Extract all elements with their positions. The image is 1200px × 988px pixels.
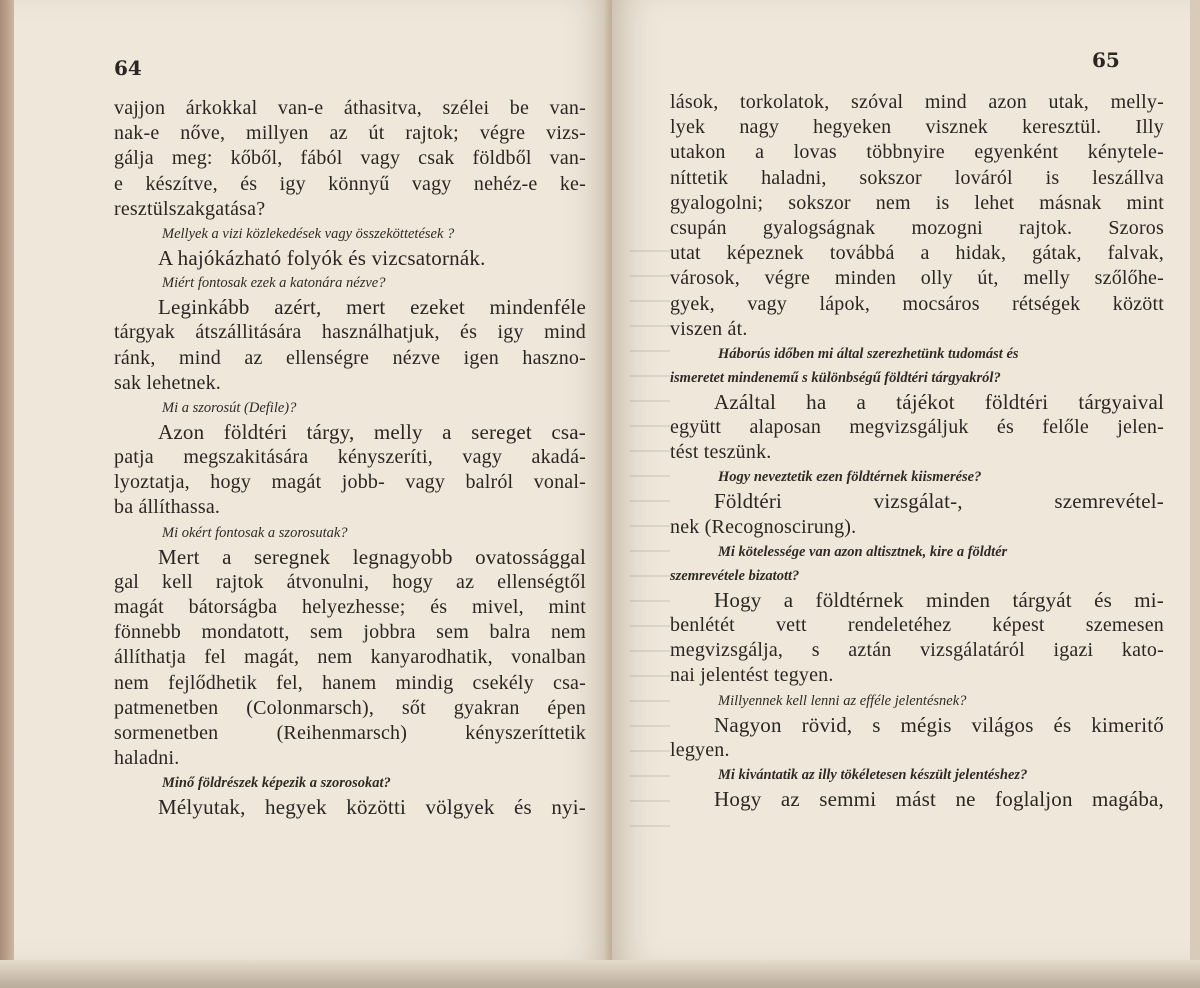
right-page-text [670, 90, 1164, 812]
text-line: ba állíthassa. [114, 496, 221, 519]
text-line: tést teszünk. [670, 441, 772, 464]
text-line: gyek, vagy lápok, mocsáros rétségek között [670, 292, 1164, 315]
text-line: városok, végre minden olly út, melly szőlőhe- [670, 267, 1164, 290]
text-line: sak lehetnek. [114, 371, 222, 394]
text-line: e készítve, és igy könnyű vagy nehéz-e ke- [114, 172, 586, 195]
text-line: csupán gyalogságnak mozogni rajtok. Szoros [670, 216, 1164, 239]
text-line: patja megszakitására kényszeríti, vagy akadá- [114, 446, 586, 469]
question-line: Háborús időben mi által szerezhetünk tudomást és [718, 345, 1019, 362]
answer-line: A hajókázható folyók és vizcsatornák. [158, 245, 486, 270]
answer-line: Mert a seregnek legnagyobb ovatossággal [158, 544, 586, 569]
text-line: lások, torkolatok, szóval mind azon utak, melly- [670, 91, 1164, 113]
question-line: Miért fontosak ezek a katonára nézve? [162, 275, 386, 292]
text-line: megvizsgálja, s aztán vizsgálatáról igazi kato- [670, 639, 1164, 662]
text-line: patmenetben (Colonmarsch), sőt gyakran épen [114, 696, 586, 719]
question-line: Hogy neveztetik ezen földtérnek kiismerése? [718, 469, 982, 486]
answer-line: Földtéri vizsgálat-, szemrevétel- [714, 489, 1164, 514]
text-line: ránk, mind az ellenségre nézve igen haszno- [114, 346, 586, 369]
answer-line: Hogy a földtérnek minden tárgyát és mi- [714, 587, 1164, 612]
text-line: gálja meg: kőből, fából vagy csak földből van- [114, 147, 586, 170]
text-line: utakon a lovas többnyire egyenként kénytele- [670, 141, 1164, 164]
answer-line: Nagyon rövid, s mégis világos és kimeritő [714, 712, 1164, 737]
show-through-text [630, 250, 670, 850]
question-line: Mi kivántatik az illy tökéletesen készült jelentéshez? [718, 766, 1028, 783]
text-line: viszen át. [670, 317, 748, 340]
text-line: vajjon árkokkal van-e áthasitva, szélei be van- [114, 97, 586, 119]
text-line: resztülszakgatása? [114, 197, 266, 220]
text-line: nai jelentést tegyen. [670, 664, 834, 687]
text-line: lyoztatja, hogy magát jobb- vagy balról vonal- [114, 471, 586, 494]
question-line: Minő földrészek képezik a szorosokat? [162, 775, 391, 792]
text-line: nak-e nőve, millyen az út rajtok; végre vizs- [114, 122, 586, 145]
text-line: tárgyak átszállitására használhatjuk, és igy mind [114, 321, 586, 344]
answer-line: Azáltal ha a tájékot földtéri tárgyaival [714, 389, 1164, 414]
question-line: ismeretet mindenemű s különbségű földtéri tárgyakról? [670, 369, 1001, 386]
book-edge [0, 0, 14, 988]
question-line: Mi a szorosút (Defile)? [162, 399, 297, 416]
question-line: szemrevétele bizatott? [670, 567, 800, 584]
text-line: benlétét vett rendeletéhez képest szemesen [670, 614, 1164, 636]
text-line: gyalogolni; sokszor nem is lehet másnak mint [670, 191, 1164, 214]
question-line: Millyennek kell lenni az efféle jelentésnek? [718, 692, 967, 709]
answer-line: Mélyutak, hegyek közötti völgyek és nyi- [158, 795, 586, 820]
right-page [612, 0, 1190, 960]
text-line: fönnebb mondatott, sem jobbra sem balra nem [114, 621, 586, 644]
text-line: magát bátorságba helyezhesse; és mivel, mint [114, 596, 586, 618]
left-page [14, 0, 610, 960]
answer-line: Leginkább azért, mert ezeket mindenféle [158, 295, 586, 320]
question-line: Mellyek a vizi közlekedések vagy összeköttetések ? [162, 225, 455, 242]
left-page-text [114, 96, 586, 821]
text-line: haladni. [114, 747, 180, 770]
text-line: lyek nagy hegyeken visznek keresztül. Illy [670, 116, 1164, 139]
answer-line: Hogy az semmi mást ne foglaljon magába, [714, 786, 1164, 811]
text-line: níttetik haladni, sokszor lováról is leszállva [670, 166, 1164, 189]
text-line: állíthatja fel magát, nem kanyarodhatik, vonalban [114, 646, 586, 669]
text-line: gal kell rajtok átvonulni, hogy az ellenségtől [114, 570, 586, 593]
right-page-number: 65 [1092, 48, 1120, 72]
page-bottom-edge [0, 960, 1200, 988]
left-page-number: 64 [114, 56, 142, 80]
question-line: Mi okért fontosak a szorosutak? [162, 524, 348, 541]
text-line: sormenetben (Reihenmarsch) kényszeríttetik [114, 721, 586, 744]
text-line: nek (Recognoscirung). [670, 515, 857, 538]
text-line: nem fejlődhetik fel, hanem mindig csekély csa- [114, 671, 586, 694]
text-line: legyen. [670, 738, 730, 761]
text-line: utat képeznek továbbá a hidak, gátak, falvak, [670, 242, 1164, 265]
text-line: együtt alaposan megvizsgáljuk és felőle jelen- [670, 416, 1164, 439]
answer-line: Azon földtéri tárgy, melly a sereget csa- [158, 419, 586, 444]
question-line: Mi kötelessége van azon altisztnek, kire a földtér [718, 543, 1008, 560]
